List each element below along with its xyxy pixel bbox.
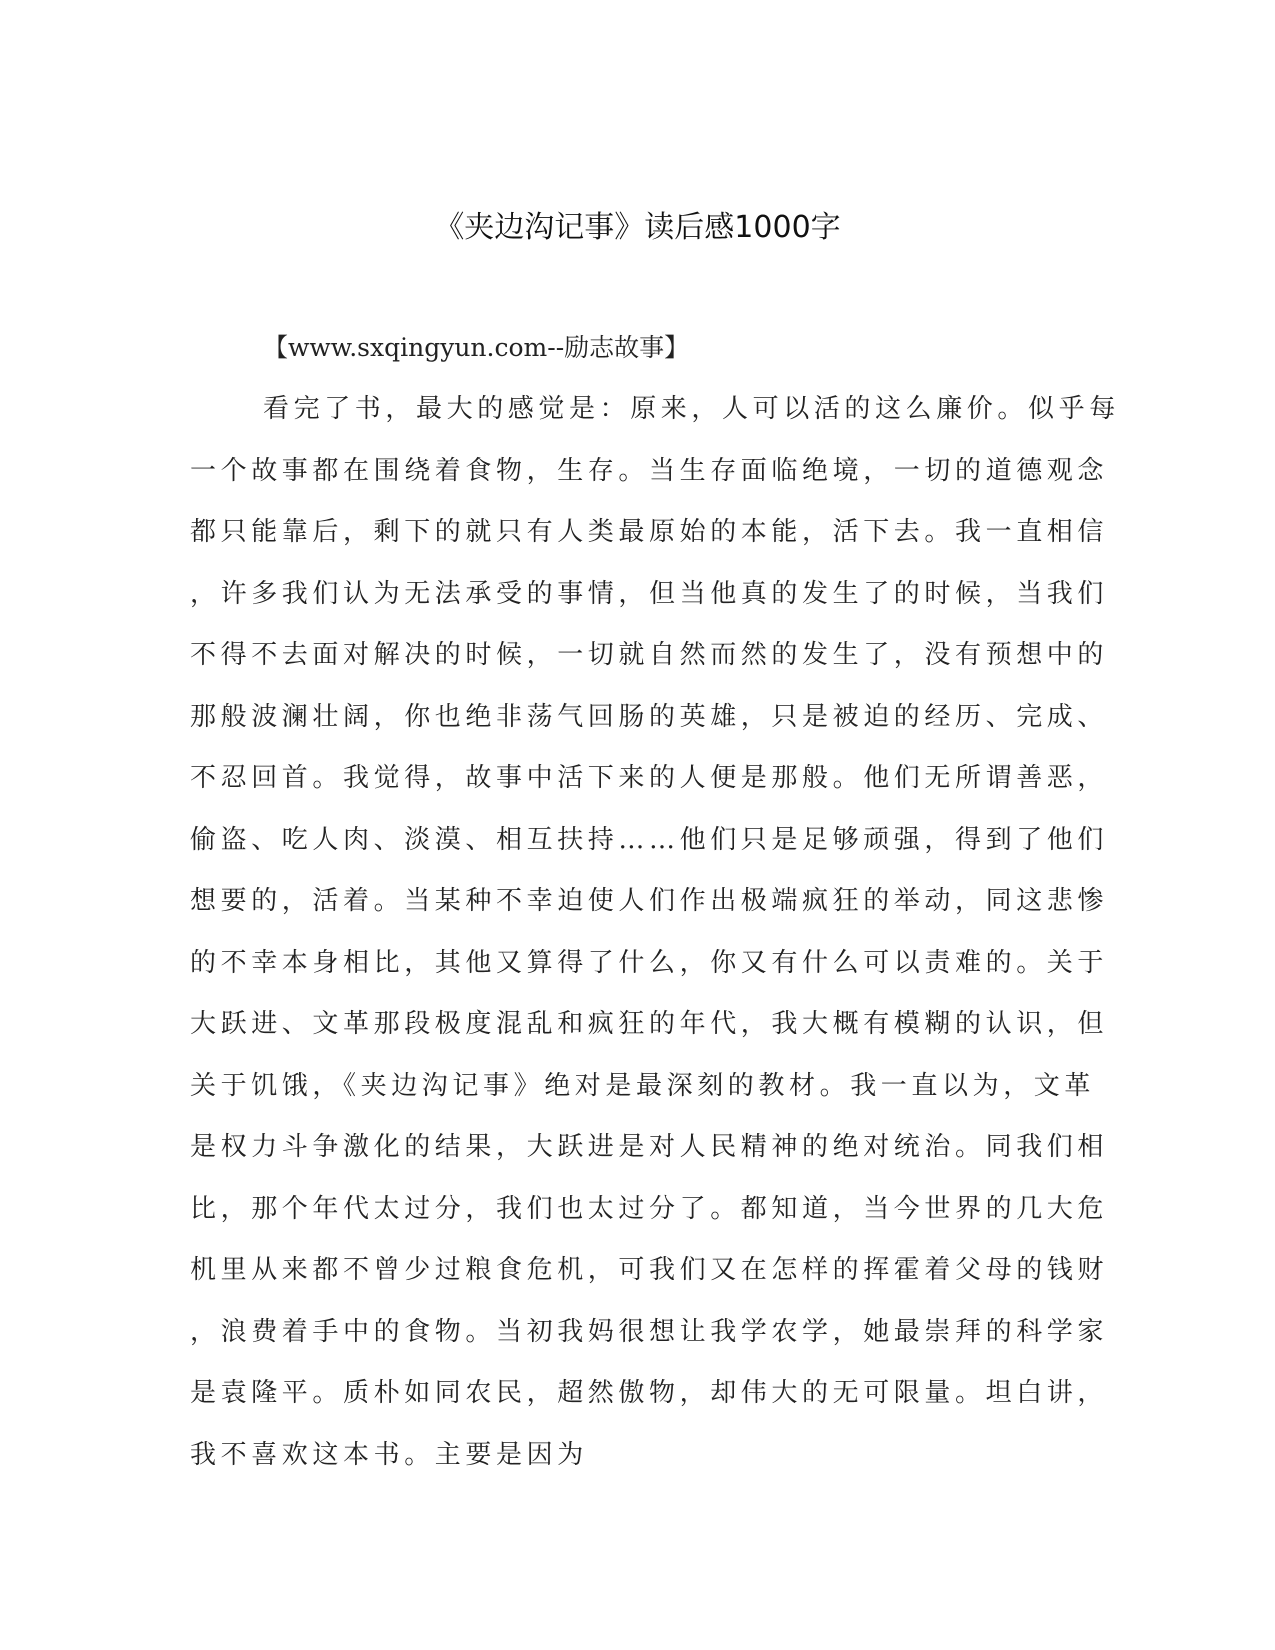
body-line: 关于饥饿，《夹边沟记事》绝对是最深刻的教材。我一直以为，文革 — [190, 1070, 1096, 1101]
body-line: 我不喜欢这本书。主要是因为 — [190, 1439, 588, 1470]
body-paragraph — [190, 389, 1120, 1496]
body-line: 比，那个年代太过分，我们也太过分了。都知道，当今世界的几大危 — [190, 1193, 1109, 1224]
body-line: 机里从来都不曾少过粮食危机，可我们又在怎样的挥霍着父母的钱财 — [190, 1255, 1109, 1285]
body-line: 一个故事都在围绕着食物，生存。当生存面临绝境，一切的道德观念 — [190, 455, 1109, 486]
body-line: 想要的，活着。当某种不幸迫使人们作出极端疯狂的举动，同这悲惨 — [190, 886, 1109, 916]
body-line: 大跃进、文革那段极度混乱和疯狂的年代，我大概有模糊的认识，但 — [190, 1009, 1109, 1039]
body-line: 是袁隆平。质朴如同农民，超然傲物，却伟大的无可限量。坦白讲， — [190, 1378, 1109, 1408]
body-line: 不忍回首。我觉得，故事中活下来的人便是那般。他们无所谓善恶， — [190, 763, 1109, 793]
body-line: ，浪费着手中的食物。当初我妈很想让我学农学，她最崇拜的科学家 — [190, 1316, 1109, 1347]
body-line: 的不幸本身相比，其他又算得了什么，你又有什么可以责难的。关于 — [190, 947, 1109, 978]
body-line: 看完了书，最大的感觉是：原来，人可以活的这么廉价。似乎每 — [263, 394, 1120, 424]
body-line: 那般波澜壮阔，你也绝非荡气回肠的英雄，只是被迫的经历、完成、 — [190, 701, 1109, 732]
body-line: 都只能靠后，剩下的就只有人类最原始的本能，活下去。我一直相信 — [190, 517, 1109, 547]
body-line: ，许多我们认为无法承受的事情，但当他真的发生了的时候，当我们 — [190, 578, 1109, 609]
document-title: 《夹边沟记事》读后感1000字 — [434, 210, 841, 245]
source-line: 【www.sxqingyun.com--励志故事】 — [263, 333, 690, 362]
body-line: 不得不去面对解决的时候，一切就自然而然的发生了，没有预想中的 — [190, 640, 1109, 670]
body-line: 是权力斗争激化的结果，大跃进是对人民精神的绝对统治。同我们相 — [190, 1132, 1109, 1162]
body-line: 偷盗、吃人肉、淡漠、相互扶持……他们只是足够顽强，得到了他们 — [190, 824, 1109, 855]
